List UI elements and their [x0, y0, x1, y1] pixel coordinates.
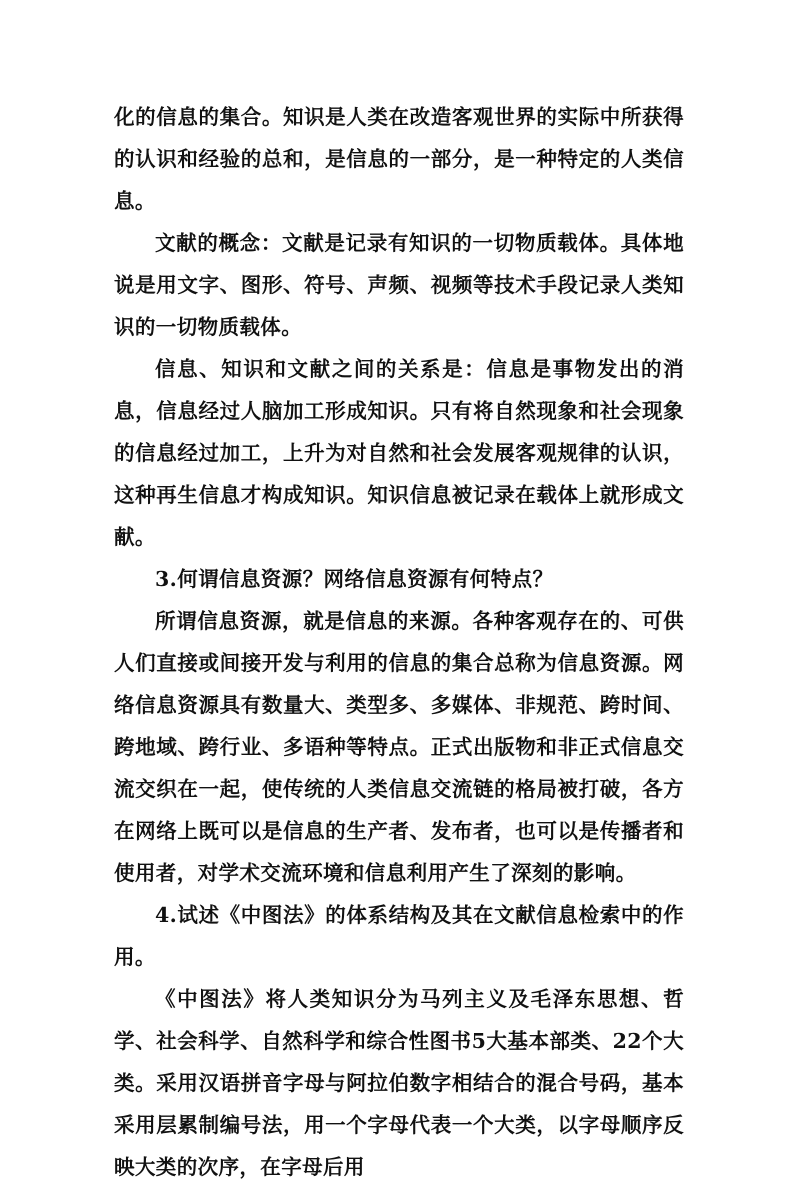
paragraph-classification-system: 《中图法》将人类知识分为马列主义及毛泽东思想、哲学、社会科学、自然科学和综合性图书5大基本部类、22个大类。采用汉语拼音字母与阿拉伯数字相结合的混合号码，基本采用层累制编号法，用一个字母代表一个大类，以字母顺序反映大类的次序，在字母后用: [114, 987, 684, 1179]
question-3-heading: 3.何谓信息资源？网络信息资源有何特点？: [155, 567, 554, 591]
document-body: [114, 96, 684, 1188]
paragraph-information-resources: 所谓信息资源，就是信息的来源。各种客观存在的、可供人们直接或间接开发与利用的信息的集合总称为信息资源。网络信息资源具有数量大、类型多、多媒体、非规范、跨时间、跨地域、跨行业、多语种等特点。正式出版物和非正式信息交流交织在一起，使传统的人类信息交流链的格局被打破，各方在网络上既可以是信息的生产者、发布者，也可以是传播者和使用者，对学术交流环境和信息利用产生了深刻的影响。: [114, 609, 684, 885]
paragraph-document-concept: 文献的概念：文献是记录有知识的一切物质载体。具体地说是用文字、图形、符号、声频、视频等技术手段记录人类知识的一切物质载体。: [114, 231, 684, 339]
paragraph-knowledge-definition: 化的信息的集合。知识是人类在改造客观世界的实际中所获得的认识和经验的总和，是信息的一部分，是一种特定的人类信息。: [114, 105, 684, 213]
paragraph-relationship: 信息、知识和文献之间的关系是：信息是事物发出的消息，信息经过人脑加工形成知识。只有将自然现象和社会现象的信息经过加工，上升为对自然和社会发展客观规律的认识，这种再生信息才构成知识。知识信息被记录在载体上就形成文献。: [114, 357, 684, 549]
question-4-heading: 4.试述《中图法》的体系结构及其在文献信息检索中的作用。: [114, 903, 684, 969]
